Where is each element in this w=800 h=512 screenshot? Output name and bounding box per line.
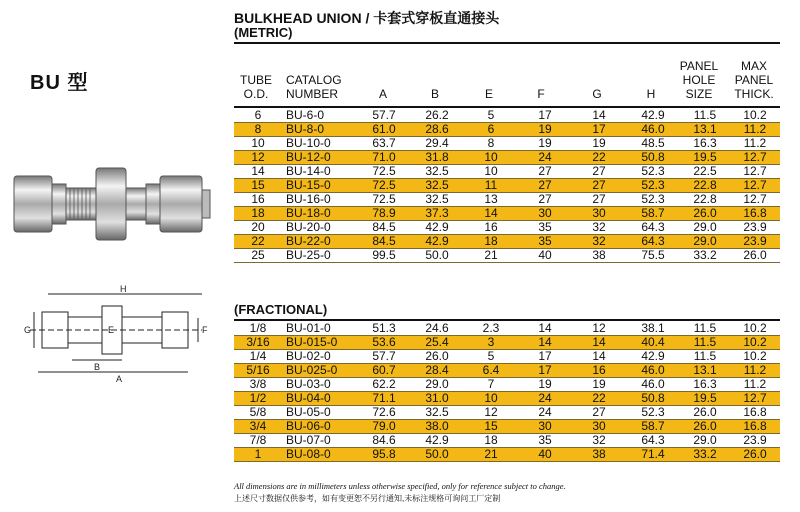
cell-e: 5 — [464, 350, 518, 364]
cell-h: 50.8 — [626, 392, 680, 406]
cell-cat: BU-03-0 — [282, 378, 358, 392]
cell-od: 1/8 — [234, 322, 282, 336]
cell-hole: 11.5 — [680, 109, 730, 123]
cell-a: 72.5 — [358, 179, 410, 193]
cell-thick: 11.2 — [730, 137, 780, 151]
cell-b: 25.4 — [410, 336, 464, 350]
cell-e: 11 — [464, 179, 518, 193]
cell-hole: 29.0 — [680, 221, 730, 235]
drawing-label-a: A — [116, 374, 123, 384]
cell-b: 32.5 — [410, 406, 464, 420]
drawing-label-f: F — [202, 325, 208, 335]
cell-f: 27 — [518, 193, 572, 207]
cell-h: 64.3 — [626, 434, 680, 448]
cell-g: 14 — [572, 109, 626, 123]
cell-cat: BU-06-0 — [282, 420, 358, 434]
cell-f: 40 — [518, 448, 572, 462]
cell-f: 24 — [518, 151, 572, 165]
cell-b: 24.6 — [410, 322, 464, 336]
cell-a: 57.7 — [358, 109, 410, 123]
header-a: A — [378, 87, 387, 101]
cell-thick: 26.0 — [730, 448, 780, 462]
cell-od: 22 — [234, 235, 282, 249]
cell-thick: 23.9 — [730, 235, 780, 249]
cell-e: 8 — [464, 137, 518, 151]
cell-hole: 33.2 — [680, 448, 730, 462]
cell-a: 95.8 — [358, 448, 410, 462]
table-row — [234, 322, 780, 336]
cell-h: 46.0 — [626, 123, 680, 137]
cell-b: 26.0 — [410, 350, 464, 364]
cell-e: 18 — [464, 434, 518, 448]
cell-hole: 22.5 — [680, 165, 730, 179]
cell-f: 35 — [518, 235, 572, 249]
cell-b: 29.4 — [410, 137, 464, 151]
cell-h: 64.3 — [626, 221, 680, 235]
cell-f: 17 — [518, 364, 572, 378]
cell-h: 50.8 — [626, 151, 680, 165]
table-row — [234, 193, 780, 207]
cell-f: 19 — [518, 137, 572, 151]
cell-cat: BU-14-0 — [282, 165, 358, 179]
cell-thick: 16.8 — [730, 406, 780, 420]
cell-h: 46.0 — [626, 364, 680, 378]
cell-hole: 26.0 — [680, 420, 730, 434]
cell-od: 3/8 — [234, 378, 282, 392]
cell-f: 27 — [518, 165, 572, 179]
cell-h: 48.5 — [626, 137, 680, 151]
table-row — [234, 350, 780, 364]
cell-cat: BU-10-0 — [282, 137, 358, 151]
cell-h: 52.3 — [626, 165, 680, 179]
cell-g: 14 — [572, 336, 626, 350]
cell-a: 99.5 — [358, 249, 410, 263]
cell-e: 5 — [464, 109, 518, 123]
cell-cat: BU-025-0 — [282, 364, 358, 378]
cell-a: 51.3 — [358, 322, 410, 336]
header-b: B — [430, 87, 439, 101]
cell-f: 27 — [518, 179, 572, 193]
cell-a: 79.0 — [358, 420, 410, 434]
cell-thick: 11.2 — [730, 123, 780, 137]
cell-h: 58.7 — [626, 420, 680, 434]
cell-g: 27 — [572, 165, 626, 179]
table-row — [234, 249, 780, 263]
cell-g: 17 — [572, 123, 626, 137]
cell-f: 17 — [518, 109, 572, 123]
cell-od: 1 — [234, 448, 282, 462]
cell-f: 19 — [518, 378, 572, 392]
cell-od: 8 — [234, 123, 282, 137]
table-row — [234, 378, 780, 392]
cell-hole: 13.1 — [680, 364, 730, 378]
cell-e: 18 — [464, 235, 518, 249]
cell-cat: BU-15-0 — [282, 179, 358, 193]
cell-a: 62.2 — [358, 378, 410, 392]
drawing-label-h: H — [120, 284, 127, 294]
cell-e: 7 — [464, 378, 518, 392]
cell-od: 20 — [234, 221, 282, 235]
cell-h: 52.3 — [626, 193, 680, 207]
cell-a: 63.7 — [358, 137, 410, 151]
cell-od: 1/2 — [234, 392, 282, 406]
cell-e: 21 — [464, 249, 518, 263]
cell-thick: 10.2 — [730, 336, 780, 350]
cell-a: 84.5 — [358, 221, 410, 235]
cell-g: 16 — [572, 364, 626, 378]
cell-a: 57.7 — [358, 350, 410, 364]
header-panel: PANEL — [679, 59, 719, 73]
divider — [234, 42, 780, 44]
cell-h: 42.9 — [626, 109, 680, 123]
cell-od: 18 — [234, 207, 282, 221]
table-row — [234, 392, 780, 406]
cell-e: 14 — [464, 207, 518, 221]
cell-f: 19 — [518, 123, 572, 137]
cell-cat: BU-25-0 — [282, 249, 358, 263]
table-row — [234, 123, 780, 137]
cell-od: 25 — [234, 249, 282, 263]
cell-e: 10 — [464, 165, 518, 179]
note-chinese: 上述尺寸数据仅供参考，如有变更恕不另行通知,未标注规格可询问工厂定制 — [234, 494, 501, 503]
cell-b: 28.6 — [410, 123, 464, 137]
header-g: G — [592, 87, 602, 101]
table-row — [234, 448, 780, 462]
cell-g: 27 — [572, 193, 626, 207]
cell-a: 53.6 — [358, 336, 410, 350]
cell-cat: BU-015-0 — [282, 336, 358, 350]
cell-b: 42.9 — [410, 221, 464, 235]
cell-od: 14 — [234, 165, 282, 179]
cell-thick: 10.2 — [730, 322, 780, 336]
cell-thick: 11.2 — [730, 364, 780, 378]
cell-h: 46.0 — [626, 378, 680, 392]
header-panel-hole: HOLE — [682, 73, 716, 87]
cell-b: 50.0 — [410, 448, 464, 462]
cell-cat: BU-12-0 — [282, 151, 358, 165]
header-max-panel: PANEL — [734, 73, 774, 87]
cell-e: 6.4 — [464, 364, 518, 378]
cell-hole: 26.0 — [680, 207, 730, 221]
cell-h: 52.3 — [626, 179, 680, 193]
cell-thick: 12.7 — [730, 151, 780, 165]
cell-thick: 12.7 — [730, 193, 780, 207]
drawing-label-e: E — [108, 325, 115, 335]
table-row — [234, 364, 780, 378]
cell-cat: BU-6-0 — [282, 109, 358, 123]
cell-a: 84.6 — [358, 434, 410, 448]
cell-h: 38.1 — [626, 322, 680, 336]
cell-a: 84.5 — [358, 235, 410, 249]
cell-hole: 29.0 — [680, 434, 730, 448]
cell-g: 12 — [572, 322, 626, 336]
header-e: E — [484, 87, 493, 101]
cell-od: 3/4 — [234, 420, 282, 434]
header-f: F — [537, 87, 545, 101]
cell-thick: 12.7 — [730, 179, 780, 193]
cell-thick: 26.0 — [730, 249, 780, 263]
table-row — [234, 109, 780, 123]
table-row — [234, 137, 780, 151]
cell-g: 22 — [572, 151, 626, 165]
cell-b: 29.0 — [410, 378, 464, 392]
cell-a: 71.0 — [358, 151, 410, 165]
cell-b: 37.3 — [410, 207, 464, 221]
table-row — [234, 165, 780, 179]
cell-e: 10 — [464, 392, 518, 406]
cell-od: 1/4 — [234, 350, 282, 364]
note-english: All dimensions are in millimeters unless otherwise specified, only for reference subject to change. — [234, 481, 566, 491]
cell-cat: BU-20-0 — [282, 221, 358, 235]
cell-g: 19 — [572, 137, 626, 151]
table-row — [234, 336, 780, 350]
cell-hole: 19.5 — [680, 392, 730, 406]
cell-thick: 23.9 — [730, 221, 780, 235]
cell-a: 61.0 — [358, 123, 410, 137]
cell-cat: BU-22-0 — [282, 235, 358, 249]
cell-cat: BU-02-0 — [282, 350, 358, 364]
cell-b: 26.2 — [410, 109, 464, 123]
table-row — [234, 406, 780, 420]
cell-g: 22 — [572, 392, 626, 406]
cell-hole: 29.0 — [680, 235, 730, 249]
cell-b: 32.5 — [410, 165, 464, 179]
cell-thick: 12.7 — [730, 165, 780, 179]
cell-hole: 13.1 — [680, 123, 730, 137]
cell-hole: 22.8 — [680, 193, 730, 207]
header-catalog-number: NUMBER — [286, 87, 339, 101]
cell-f: 14 — [518, 336, 572, 350]
cell-b: 31.0 — [410, 392, 464, 406]
cell-g: 30 — [572, 420, 626, 434]
table-row — [234, 151, 780, 165]
cell-hole: 16.3 — [680, 378, 730, 392]
cell-g: 38 — [572, 448, 626, 462]
cell-od: 7/8 — [234, 434, 282, 448]
cell-g: 32 — [572, 434, 626, 448]
header-max: MAX — [740, 59, 767, 73]
header-catalog: CATALOG — [286, 73, 342, 87]
cell-g: 32 — [572, 221, 626, 235]
cell-cat: BU-07-0 — [282, 434, 358, 448]
cell-b: 42.9 — [410, 235, 464, 249]
cell-a: 72.5 — [358, 193, 410, 207]
dimension-drawing — [12, 284, 212, 384]
cell-od: 5/8 — [234, 406, 282, 420]
cell-cat: BU-18-0 — [282, 207, 358, 221]
cell-cat: BU-05-0 — [282, 406, 358, 420]
cell-thick: 11.2 — [730, 378, 780, 392]
cell-hole: 26.0 — [680, 406, 730, 420]
cell-b: 28.4 — [410, 364, 464, 378]
cell-e: 6 — [464, 123, 518, 137]
section-fractional: (FRACTIONAL) — [234, 302, 328, 317]
cell-cat: BU-08-0 — [282, 448, 358, 462]
cell-hole: 19.5 — [680, 151, 730, 165]
cell-e: 21 — [464, 448, 518, 462]
cell-f: 24 — [518, 406, 572, 420]
cell-thick: 12.7 — [730, 392, 780, 406]
cell-a: 60.7 — [358, 364, 410, 378]
cell-f: 30 — [518, 207, 572, 221]
section-metric: (METRIC) — [234, 25, 293, 40]
cell-cat: BU-16-0 — [282, 193, 358, 207]
cell-thick: 10.2 — [730, 350, 780, 364]
table-row — [234, 420, 780, 434]
cell-f: 14 — [518, 322, 572, 336]
cell-g: 30 — [572, 207, 626, 221]
cell-a: 78.9 — [358, 207, 410, 221]
cell-e: 13 — [464, 193, 518, 207]
metric-table — [234, 109, 780, 263]
cell-f: 40 — [518, 249, 572, 263]
cell-b: 32.5 — [410, 179, 464, 193]
cell-cat: BU-8-0 — [282, 123, 358, 137]
cell-h: 40.4 — [626, 336, 680, 350]
fractional-table — [234, 322, 780, 462]
cell-od: 12 — [234, 151, 282, 165]
cell-hole: 11.5 — [680, 322, 730, 336]
cell-f: 35 — [518, 434, 572, 448]
cell-b: 50.0 — [410, 249, 464, 263]
cell-e: 3 — [464, 336, 518, 350]
cell-e: 16 — [464, 221, 518, 235]
fitting-photo — [12, 158, 212, 250]
cell-a: 71.1 — [358, 392, 410, 406]
cell-e: 10 — [464, 151, 518, 165]
cell-cat: BU-01-0 — [282, 322, 358, 336]
header-panel-size: SIZE — [685, 87, 713, 101]
cell-od: 15 — [234, 179, 282, 193]
cell-f: 35 — [518, 221, 572, 235]
cell-f: 17 — [518, 350, 572, 364]
cell-thick: 16.8 — [730, 420, 780, 434]
cell-hole: 33.2 — [680, 249, 730, 263]
cell-g: 27 — [572, 179, 626, 193]
model-label: BU 型 — [30, 72, 89, 94]
cell-b: 38.0 — [410, 420, 464, 434]
cell-e: 2.3 — [464, 322, 518, 336]
column-headers — [234, 52, 780, 104]
cell-g: 14 — [572, 350, 626, 364]
cell-h: 52.3 — [626, 406, 680, 420]
cell-g: 27 — [572, 406, 626, 420]
cell-h: 42.9 — [626, 350, 680, 364]
table-row — [234, 179, 780, 193]
header-tube-od: O.D. — [243, 87, 269, 101]
cell-h: 71.4 — [626, 448, 680, 462]
cell-od: 16 — [234, 193, 282, 207]
cell-h: 75.5 — [626, 249, 680, 263]
cell-f: 24 — [518, 392, 572, 406]
cell-cat: BU-04-0 — [282, 392, 358, 406]
header-h: H — [646, 87, 656, 101]
cell-hole: 11.5 — [680, 336, 730, 350]
cell-h: 64.3 — [626, 235, 680, 249]
drawing-label-b: B — [94, 362, 101, 372]
table-row — [234, 434, 780, 448]
header-thick: THICK. — [734, 87, 774, 101]
cell-e: 15 — [464, 420, 518, 434]
cell-b: 42.9 — [410, 434, 464, 448]
table-row — [234, 207, 780, 221]
cell-thick: 16.8 — [730, 207, 780, 221]
cell-hole: 11.5 — [680, 350, 730, 364]
cell-hole: 22.8 — [680, 179, 730, 193]
cell-g: 32 — [572, 235, 626, 249]
cell-g: 38 — [572, 249, 626, 263]
table-row — [234, 235, 780, 249]
cell-b: 32.5 — [410, 193, 464, 207]
header-tube: TUBE — [239, 73, 272, 87]
cell-h: 58.7 — [626, 207, 680, 221]
cell-od: 6 — [234, 109, 282, 123]
cell-a: 72.5 — [358, 165, 410, 179]
cell-od: 3/16 — [234, 336, 282, 350]
cell-b: 31.8 — [410, 151, 464, 165]
page-title: BULKHEAD UNION / 卡套式穿板直通接头 — [234, 10, 500, 26]
cell-thick: 23.9 — [730, 434, 780, 448]
cell-e: 12 — [464, 406, 518, 420]
cell-thick: 10.2 — [730, 109, 780, 123]
cell-od: 5/16 — [234, 364, 282, 378]
cell-od: 10 — [234, 137, 282, 151]
cell-hole: 16.3 — [680, 137, 730, 151]
cell-f: 30 — [518, 420, 572, 434]
drawing-label-g: G — [24, 325, 32, 335]
cell-a: 72.6 — [358, 406, 410, 420]
cell-g: 19 — [572, 378, 626, 392]
table-row — [234, 221, 780, 235]
